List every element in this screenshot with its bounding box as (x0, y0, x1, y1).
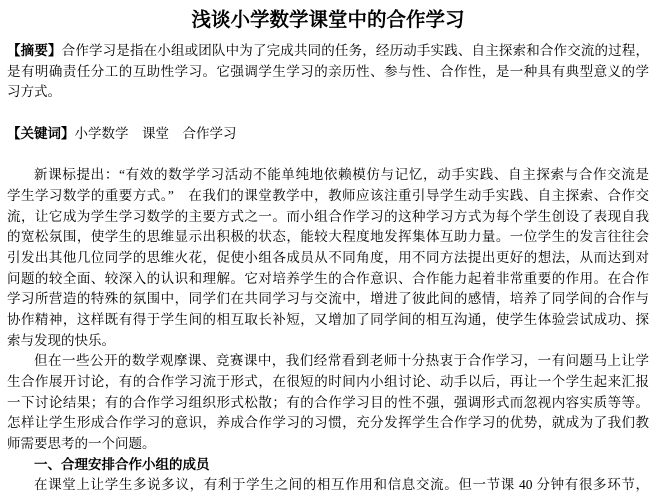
paragraph-line: 生合作展开讨论，有的合作学习流于形式，在很短的时间内小组讨论、动手以后，再让一个学生起来汇报 (7, 374, 649, 389)
paragraph-line: 协作精神，这样既有得于学生间的相互取长补短，又增加了同学间的相互沟通，使学生体验尝试成功、探 (7, 311, 649, 327)
abstract-line (7, 41, 649, 62)
page-title: 浅谈小学数学课堂中的合作学习 (191, 10, 465, 31)
keywords-text: 小学数学 课堂 合作学习 (74, 125, 237, 141)
keywords (7, 124, 649, 145)
section-heading: 一、合理安排合作小组的成员 (34, 456, 210, 472)
blank-line (7, 144, 649, 165)
paragraph-line: 但在一些公开的数学观摩课、竞赛课中，我们经常看到老师十分热衷于合作学习，一有问题马上让学 (34, 353, 649, 369)
document-content (7, 41, 649, 496)
paragraph-line: 怎样让学生形成合作学习的意识，养成合作学习的习惯，充分发挥学生合作学习的优势，就成为了我们教 (7, 415, 649, 431)
paragraph-line: 问题的较全面、较深入的认识和理解。它对培养学生的合作意识、合作能力起着非常重要的作用。在合作 (7, 270, 649, 286)
paragraph-line: 师需要思考的一个问题。 (7, 436, 156, 452)
body-paragraph (7, 351, 649, 454)
paragraph-line: 学生学习数学的重要方式。” 在我们的课堂教学中，教师应该注重引导学生动手实践、自主探索、合作交 (7, 187, 649, 203)
abstract-line: 习方式。 (7, 84, 61, 100)
abstract-label: 【摘要】 (7, 43, 62, 58)
abstract-line: 是有明确责任分工的互助性学习。它强调学生学习的亲历性、参与性、合作性，是一种具有典型意义的学 (7, 63, 649, 79)
blank-line (7, 103, 649, 124)
keywords-label: 【关键词】 (7, 125, 75, 141)
paragraph-line: 索与发现的快乐。 (7, 332, 115, 348)
paragraph-line: 流，让它成为学生学习数学的主要方式之一。而小组合作学习的这种学习方式为每个学生创设了表现自我 (7, 208, 649, 224)
abstract-text: 合作学习是指在小组或团队中为了完成共同的任务，经历动手实践、自主探索和合作交流的过程， (61, 43, 649, 58)
paragraph-line: 的宽松氛围，使学生的思维显示出积极的状态，能较大程度地发挥集体互助力量。一位学生的发言往往会 (7, 229, 649, 245)
abstract (7, 41, 649, 103)
paragraph-line: 一下讨论结果；有的合作学习组织形式松散；有的合作学习目的性不强，强调形式而忽视内容实质等等。 (7, 394, 649, 410)
section (7, 455, 649, 496)
section-line: 在课堂上让学生多说多议，有利于学生之间的相互作用和信息交流。但一节课 40 分钟有很多环节， (34, 477, 649, 493)
paragraph-line: 学习所营造的特殊的氛围中，同学们在共同学习与交流中，增进了彼此间的感情，培养了同学间的合作与 (7, 291, 649, 307)
paragraph-line: 新课标提出：“有效的数学学习活动不能单纯地依赖模仿与记忆，动手实践、自主探索与合作交流是 (34, 167, 649, 183)
paragraph-line: 引发出其他几位同学的思维火花，促使小组各成员从不同角度，用不同方法提出更好的想法，从而达到对 (7, 249, 649, 265)
body-paragraph (7, 165, 649, 351)
